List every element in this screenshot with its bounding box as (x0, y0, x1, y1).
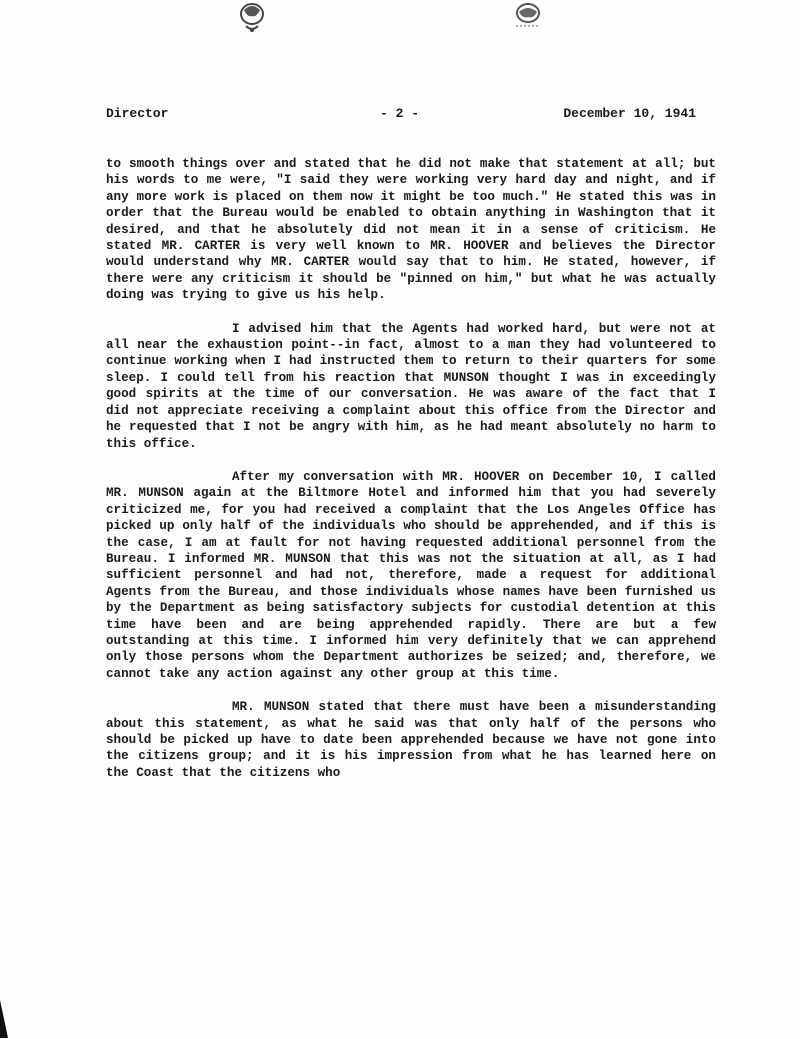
page-number: - 2 - (380, 106, 420, 121)
seal-stamp-icon (232, 0, 272, 36)
paragraph-continuation: to smooth things over and stated that he did not make that statement at all; but his words to me were, "I said they were working very hard day and night, and if any more work is placed on them now it might be too much." He stated this was in order that the Bureau would be enabled to obtain anything in Washington that it desired, and that he absolutely did not mean it in a sense of criticism. He stated MR. CARTER is very well known to MR. HOOVER and believes the Director would understand why MR. CARTER would say that to him. He stated, however, if there were any criticism it should be "pinned on him," but what he was actually doing was trying to give us his help. (106, 157, 724, 303)
paragraph-munson-statement: MR. MUNSON stated that there must have been a misunderstanding about this statement, as what he said was that only half of the persons who should be picked up have to date been apprehended because we have not gone into the citizens group; and it is his impression from what he has learned here on the Coast that the citizens who (106, 700, 724, 780)
addressee: Director (106, 106, 169, 121)
seal-stamp-icon (508, 0, 548, 32)
memo-date: December 10, 1941 (563, 106, 696, 121)
memo-body (106, 156, 724, 798)
memo-header (106, 106, 696, 126)
page-edge-mark (0, 1000, 8, 1038)
paragraph-advised: I advised him that the Agents had worked hard, but were not at all near the exhaustion point--in fact, almost to a man they had volunteered to continue working when I had instructed them to return to their quarters for some sleep. I could tell from his reaction that MUNSON thought I was in exceedingly good spirits at the time of our conversation. He was aware of the fact that I did not appreciate receiving a complaint about this office from the Director and he requested that I not be angry with him, as he had meant absolutely no harm to this office. (106, 321, 724, 451)
paragraph-conversation: After my conversation with MR. HOOVER on December 10, I called MR. MUNSON again at the Biltmore Hotel and informed him that you had severely criticized me, for you had received a complaint that the Los Angeles Office has picked up only half of the individuals who should be apprehended, and if this is the case, I am at fault for not having requested additional personnel from the Bureau. I informed MR. MUNSON that this was not the situation at all, as I had sufficient personnel and had not, therefore, made a request for additional Agents from the Bureau, and those individuals whose names have been furnished us by the Department as being satisfactory subjects for custodial detention at this time have been and are being apprehended rapidly. There are but a few outstanding at this time. I informed him very definitely that we can apprehend only those persons whom the Department authorizes be seized; and, therefore, we cannot take any action against any other group at this time. (106, 469, 724, 681)
